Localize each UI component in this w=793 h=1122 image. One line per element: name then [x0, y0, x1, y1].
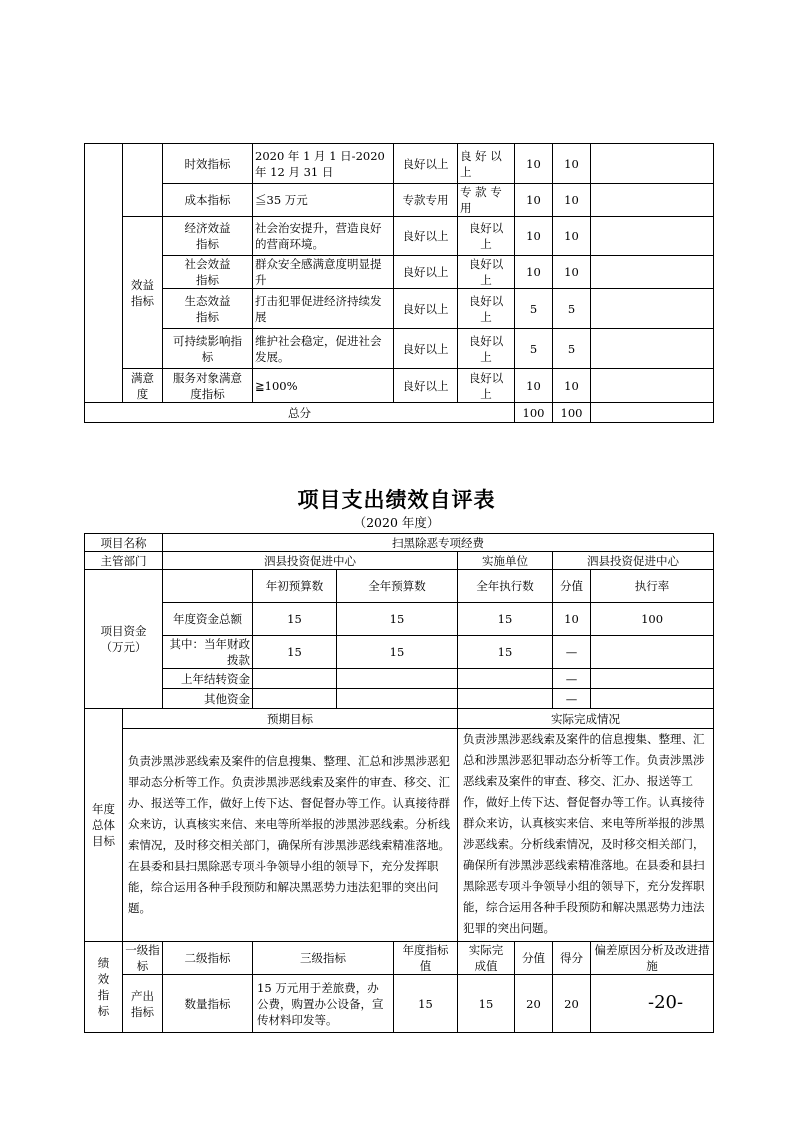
funds-cell: 15	[253, 636, 337, 669]
actual-cell: 良 好 以 上	[458, 144, 515, 184]
empty-cell	[123, 144, 163, 217]
perf-target: 15	[394, 975, 458, 1033]
perf-label: 绩效指标	[85, 942, 123, 1033]
project-name-row	[85, 534, 714, 552]
total-value: 100	[515, 403, 553, 423]
perf-score: 20	[553, 975, 591, 1033]
funds-cell	[337, 689, 458, 709]
funds-cell	[591, 636, 714, 669]
actual-cell: 良好以上	[458, 289, 515, 329]
actual-text: 负责涉黑涉恶线索及案件的信息搜集、整理、汇总和涉黑涉恶犯罪动态分析等工作。负责涉黑涉恶线索及案件的审查、移交、汇办、报送等工作，做好上传下达、督促督办等工作。认真接待群众来访，认真核实来信、来电等所举报的涉黑涉恶线索。分析线索情况，及时移交相关部门，确保所有涉黑涉恶线索精准落地。在县委和县扫黑除恶专项斗争领导小组的领导下，充分发挥职能，综合运用各种手段预防和解决黑恶势力违法犯罪的突出问题。	[458, 729, 714, 942]
perf-header: 分值	[515, 942, 553, 975]
empty-cell	[85, 144, 123, 403]
perf-header: 三级指标	[253, 942, 394, 975]
level3-cell: 社会治安提升，营造良好的营商环境。	[253, 217, 394, 256]
dept-row	[85, 552, 714, 570]
funds-header: 全年执行数	[458, 570, 553, 603]
page-title: 项目支出绩效自评表	[297, 488, 496, 512]
funds-cell	[591, 669, 714, 689]
funds-header: 执行率	[591, 570, 714, 603]
level2-cell: 经济效益指标	[163, 217, 253, 256]
target-cell: 良好以上	[394, 144, 458, 184]
funds-cell: 15	[337, 636, 458, 669]
level2-cell: 生态效益指标	[163, 289, 253, 329]
funds-cell: —	[553, 689, 591, 709]
level2-cell: 服务对象满意度指标	[163, 369, 253, 403]
perf-header: 二级指标	[163, 942, 253, 975]
funds-cell: 15	[458, 636, 553, 669]
table-row	[85, 369, 714, 403]
planned-text: 负责涉黑涉恶线索及案件的信息搜集、整理、汇总和涉黑涉恶犯罪动态分析等工作。负责涉黑涉恶线索及案件的审查、移交、汇办、报送等工作，做好上传下达、督促督办等工作。认真接待群众来访，认真核实来信、来电等所举报的涉黑涉恶线索。分析线索情况，及时移交相关部门，确保所有涉黑涉恶线索精准落地。在县委和县扫黑除恶专项斗争领导小组的领导下，充分发挥职能，综合运用各种手段预防和解决黑恶势力违法犯罪的突出问题。	[123, 729, 458, 942]
level3-cell: 2020 年 1 月 1 日-2020 年 12 月 31 日	[253, 144, 394, 184]
score-cell: 5	[553, 329, 591, 369]
score-value-cell: 10	[515, 369, 553, 403]
goal-text-row	[85, 729, 714, 942]
funds-row	[85, 669, 714, 689]
actual-cell: 良好以上	[458, 369, 515, 403]
funds-row-label: 其他资金	[163, 689, 253, 709]
table-row	[85, 184, 714, 217]
score-value-cell: 5	[515, 289, 553, 329]
target-cell: 良好以上	[394, 329, 458, 369]
score-cell: 10	[553, 256, 591, 289]
note-cell	[591, 256, 714, 289]
perf-level2: 数量指标	[163, 975, 253, 1033]
perf-level1: 产出指标	[123, 975, 163, 1033]
impl-label: 实施单位	[458, 552, 553, 570]
table-row	[85, 289, 714, 329]
funds-row-label: 上年结转资金	[163, 669, 253, 689]
page-number: -20-	[648, 992, 684, 1013]
funds-cell: —	[553, 669, 591, 689]
perf-actual: 15	[458, 975, 515, 1033]
level2-cell: 时效指标	[163, 144, 253, 184]
perf-header: 偏差原因分析及改进措施	[591, 942, 714, 975]
funds-row	[85, 603, 714, 636]
level3-cell: ≧100%	[253, 369, 394, 403]
perf-header: 实际完成值	[458, 942, 515, 975]
funds-cell	[253, 689, 337, 709]
actual-cell: 良好以上	[458, 256, 515, 289]
table-row	[85, 217, 714, 256]
funds-header: 分值	[553, 570, 591, 603]
funds-cell	[337, 669, 458, 689]
level3-cell: ≦35 万元	[253, 184, 394, 217]
score-cell: 5	[553, 289, 591, 329]
table-row	[85, 256, 714, 289]
note-cell	[591, 217, 714, 256]
funds-cell: —	[553, 636, 591, 669]
total-row	[85, 403, 714, 423]
perf-header: 一级指标	[123, 942, 163, 975]
goal-header-row	[85, 709, 714, 729]
funds-label: 项目资金（万元）	[85, 570, 163, 709]
funds-cell: 100	[591, 603, 714, 636]
score-cell: 10	[553, 217, 591, 256]
score-value-cell: 10	[515, 144, 553, 184]
level2-cell: 社会效益指标	[163, 256, 253, 289]
level2-cell: 可持续影响指标	[163, 329, 253, 369]
actual-cell: 良好以上	[458, 329, 515, 369]
planned-label: 预期目标	[123, 709, 458, 729]
total-score: 100	[553, 403, 591, 423]
level3-cell: 群众安全感满意度明显提升	[253, 256, 394, 289]
funds-header: 全年预算数	[337, 570, 458, 603]
dept-value: 泗县投资促进中心	[163, 552, 458, 570]
target-cell: 良好以上	[394, 369, 458, 403]
level3-cell: 维护社会稳定，促进社会发展。	[253, 329, 394, 369]
funds-cell: 15	[253, 603, 337, 636]
impl-value: 泗县投资促进中心	[553, 552, 714, 570]
note-cell	[591, 329, 714, 369]
target-cell: 良好以上	[394, 217, 458, 256]
note-cell	[591, 144, 714, 184]
funds-cell	[458, 669, 553, 689]
score-cell: 10	[553, 144, 591, 184]
level1-satisfaction-cell: 满意度	[123, 369, 163, 403]
note-cell	[591, 184, 714, 217]
score-cell: 10	[553, 184, 591, 217]
self-evaluation-table	[84, 533, 714, 1033]
funds-cell	[458, 689, 553, 709]
perf-header: 得分	[553, 942, 591, 975]
score-value-cell: 10	[515, 256, 553, 289]
funds-row	[85, 689, 714, 709]
dept-label: 主管部门	[85, 552, 163, 570]
funds-header: 年初预算数	[253, 570, 337, 603]
project-name-label: 项目名称	[85, 534, 163, 552]
funds-cell: 10	[553, 603, 591, 636]
target-cell: 专款专用	[394, 184, 458, 217]
target-cell: 良好以上	[394, 289, 458, 329]
level1-benefit-cell: 效益指标	[123, 217, 163, 369]
top-indicator-table	[84, 143, 714, 423]
page-subtitle: （2020 年度）	[353, 515, 440, 530]
level2-cell: 成本指标	[163, 184, 253, 217]
table-row	[85, 144, 714, 184]
project-name-value: 扫黑除恶专项经费	[163, 534, 714, 552]
note-cell	[591, 369, 714, 403]
score-value-cell: 10	[515, 184, 553, 217]
funds-row	[85, 636, 714, 669]
funds-cell: 15	[337, 603, 458, 636]
actual-label: 实际完成情况	[458, 709, 714, 729]
actual-cell: 专 款 专 用	[458, 184, 515, 217]
funds-row-label: 年度资金总额	[163, 603, 253, 636]
score-value-cell: 5	[515, 329, 553, 369]
funds-cell	[253, 669, 337, 689]
note-cell	[591, 403, 714, 423]
perf-header: 年度指标值	[394, 942, 458, 975]
funds-cell	[591, 689, 714, 709]
note-cell	[591, 289, 714, 329]
perf-header-row	[85, 942, 714, 975]
score-cell: 10	[553, 369, 591, 403]
perf-level3: 15 万元用于差旅费，办公费，购置办公设备，宣传材料印发等。	[253, 975, 394, 1033]
perf-score-value: 20	[515, 975, 553, 1033]
goal-label: 年度总体目标	[85, 709, 123, 942]
table-row	[85, 329, 714, 369]
perf-row	[85, 975, 714, 1033]
funds-row-label: 其中：当年财政拨款	[163, 636, 253, 669]
actual-cell: 良好以上	[458, 217, 515, 256]
funds-header-row	[85, 570, 714, 603]
total-label: 总分	[85, 403, 515, 423]
target-cell: 良好以上	[394, 256, 458, 289]
empty-cell	[163, 570, 253, 603]
score-value-cell: 10	[515, 217, 553, 256]
funds-cell: 15	[458, 603, 553, 636]
level3-cell: 打击犯罪促进经济持续发展	[253, 289, 394, 329]
